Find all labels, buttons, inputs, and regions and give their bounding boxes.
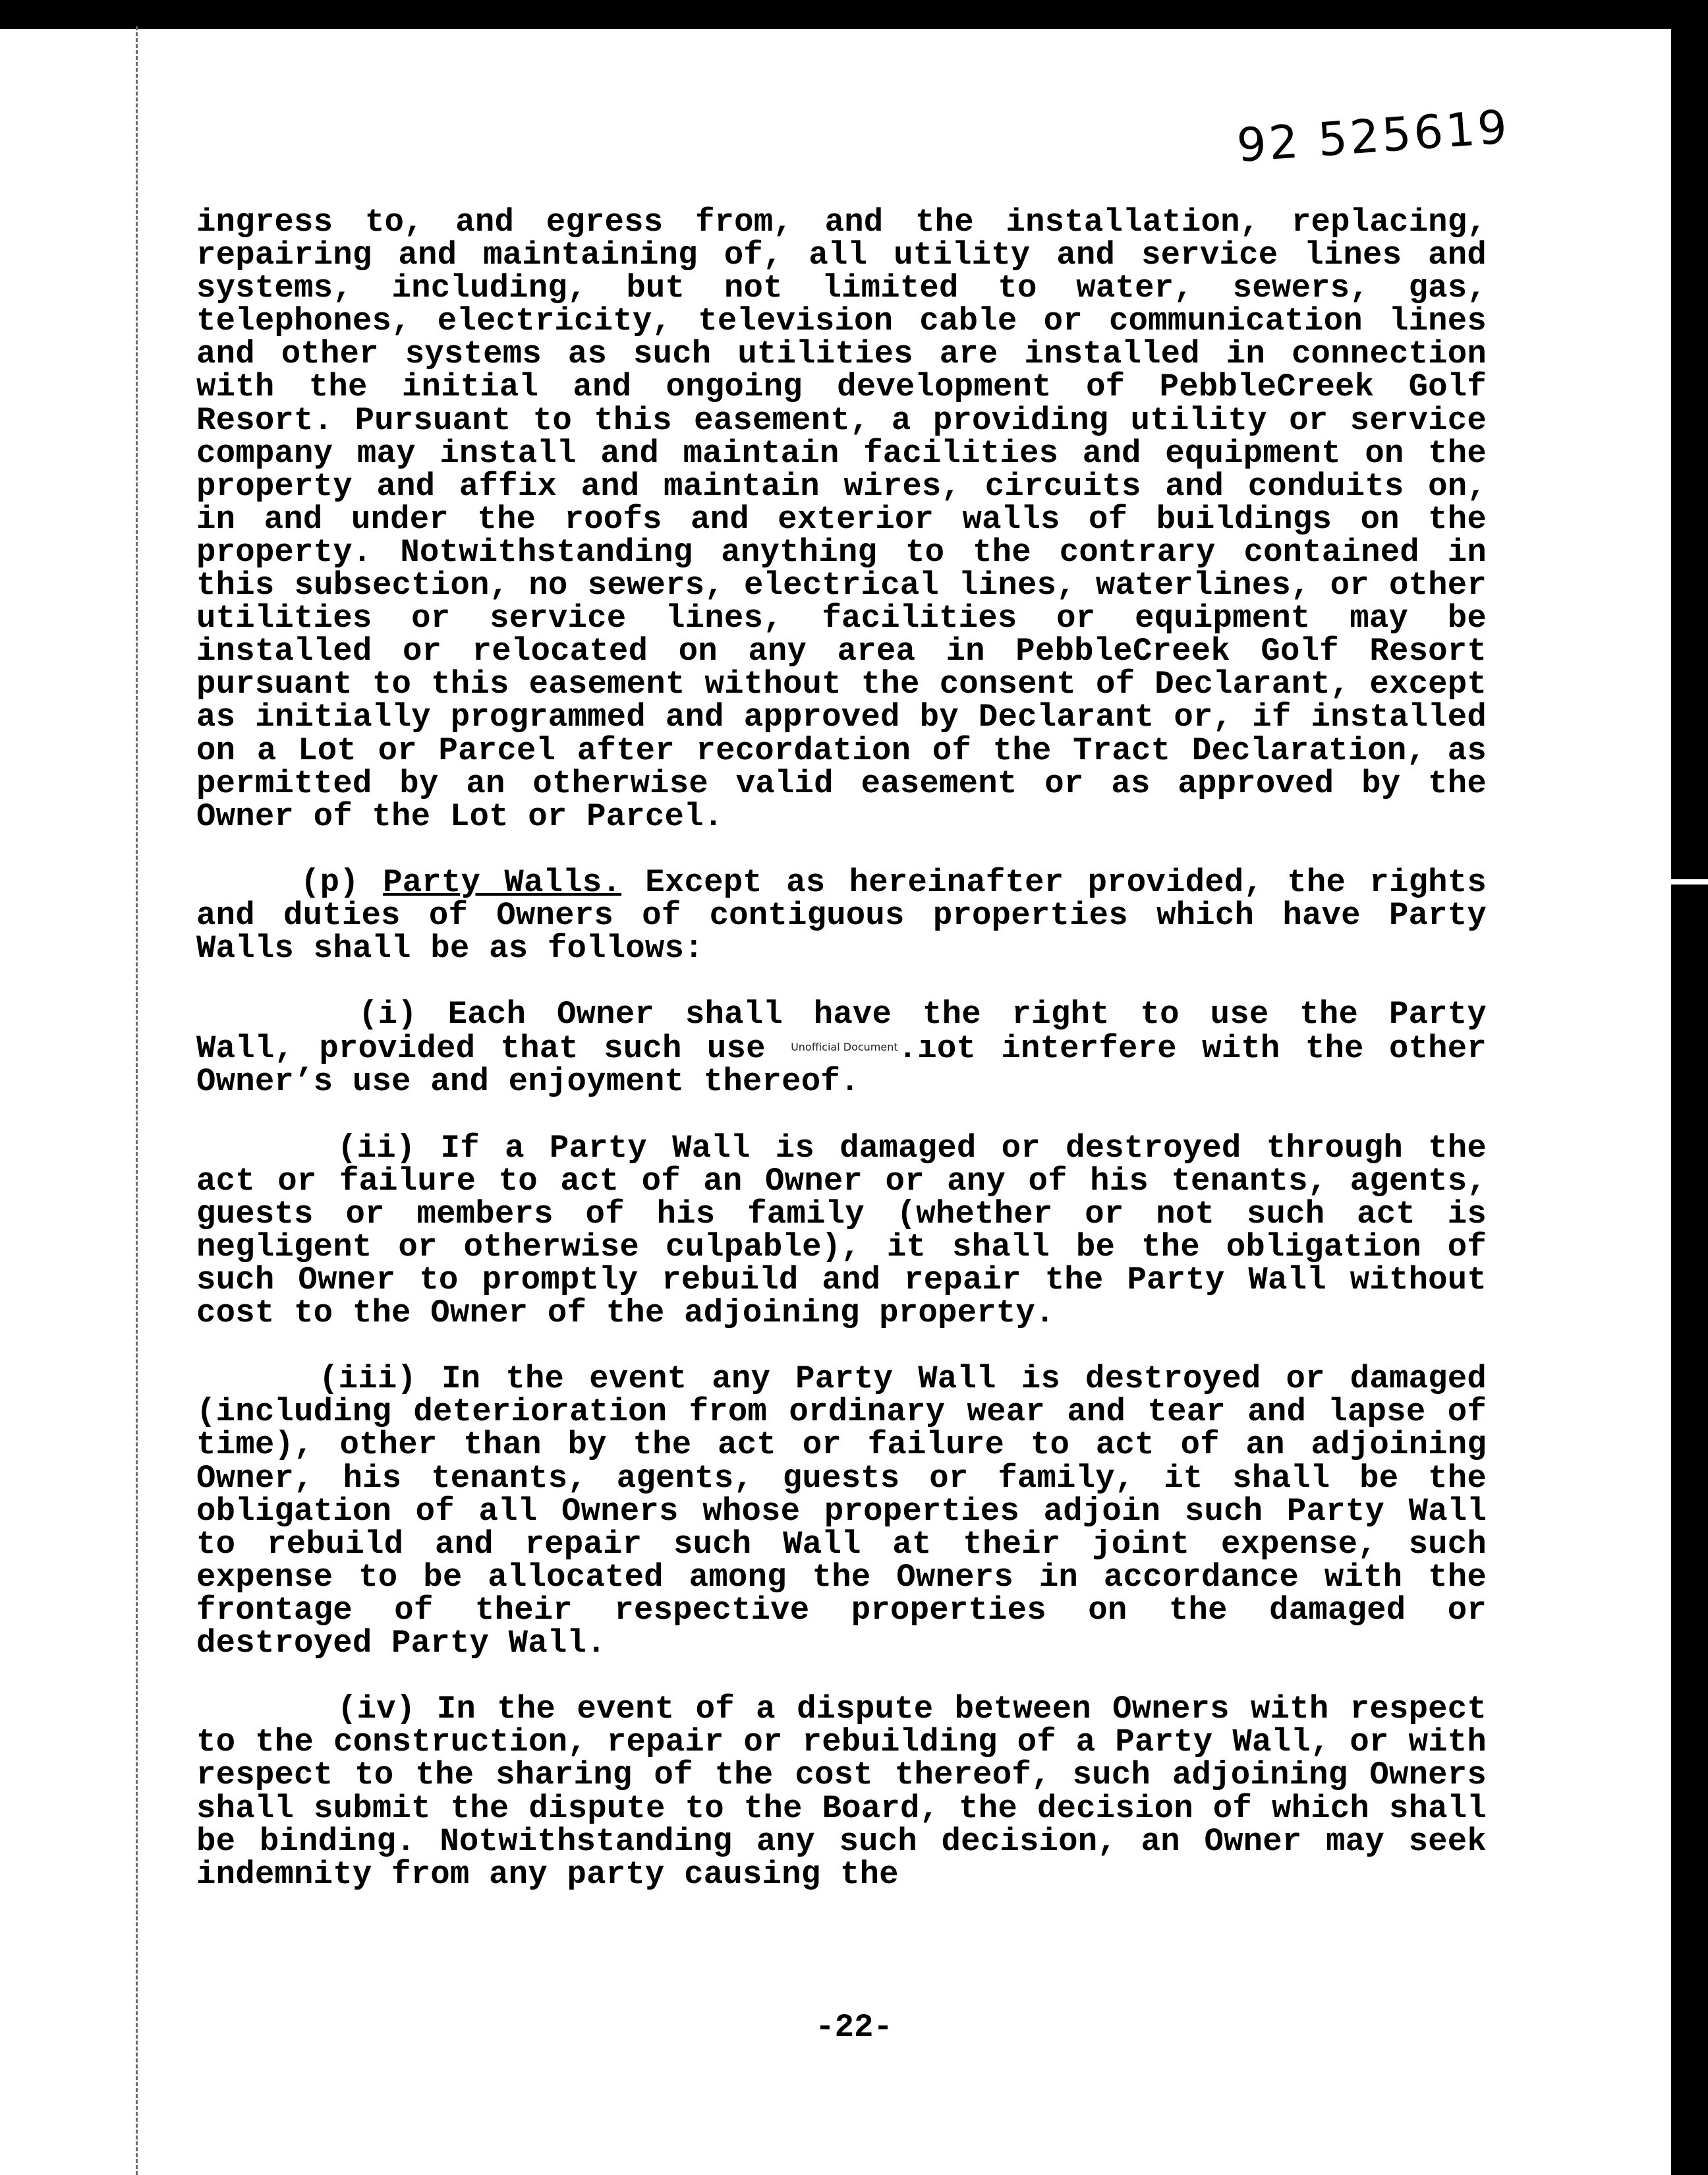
unofficial-document-stamp: Unofficial Document bbox=[791, 1041, 898, 1054]
scan-top-border bbox=[0, 0, 1708, 29]
page-number: -22- bbox=[815, 2009, 893, 2046]
scan-edge-mark bbox=[1671, 879, 1708, 884]
item-i-text-before: (i) Each Owner shall have the right to use the Party Wall, provided that such use bbox=[196, 996, 1487, 1068]
scan-left-edge-line bbox=[136, 26, 138, 2175]
paragraph-party-walls bbox=[196, 863, 1487, 968]
section-text: Except as hereinafter provided, the rights and duties of Owners of contiguous properties which have Party Walls shall be as follows: bbox=[196, 863, 1487, 968]
section-heading: Party Walls. bbox=[383, 863, 622, 901]
paragraph-item-i bbox=[196, 996, 1487, 1101]
paragraph-item-iv: (iv) In the event of a dispute between Owners with respect to the construction, repair or rebuilding of a Party Wall, or with respect to the sharing of the cost thereof, such adjoining Owners shall submit the dispute to the Board, the decision of which shall be binding. Notwithstanding any such decision, an Owner may seek indemnity from any party causing the bbox=[196, 1691, 1487, 1893]
paragraph-item-ii: (ii) If a Party Wall is damaged or destroyed through the act or failure to act of an Owner or any of his tenants, agents, guests or members of his family (whether or not such act is negligent or otherwise culpable), it shall be the obligation of such Owner to promptly rebuild and repair the Party Wall without cost to the Owner of the adjoining property. bbox=[196, 1129, 1487, 1332]
section-label: (p) bbox=[300, 863, 359, 901]
paragraph-utility-easement: ingress to, and egress from, and the installation, replacing, repairing and maintaining of, all utility and service lines and systems, including, but not limited to water, sewers, gas, telephones, electricity, television cable or communication lines and other systems as such utilities are installed in connection with the initial and ongoing development of PebbleCreek Golf Resort. Pursuant to this easement, a providing utility or service company may install and maintain facilities and equipment on the property and affix and maintain wires, circuits and conduits on, in and under the roofs and exterior walls of buildings on the property. Notwithstanding anything to the contrary contained in this subsection, no sewers, electrical lines, waterlines, or other utilities or service lines, facilities or equipment may be installed or relocated on any area in PebbleCreek Golf Resort pursuant to this easement without the consent of Declarant, except as initially programmed and approved by Declarant or, if installed on a Lot or Parcel after recordation of the Tract Declaration, as permitted by an otherwise valid easement or as approved by the Owner of the Lot or Parcel. bbox=[196, 204, 1487, 835]
scan-right-border bbox=[1671, 0, 1708, 2175]
document-body bbox=[196, 206, 1487, 1891]
recording-number: 92 525619 bbox=[1235, 100, 1512, 173]
item-i-text-after: .ıot interfere with the other Owner’s use and enjoyment thereof. bbox=[196, 1030, 1487, 1101]
paragraph-item-iii: (iii) In the event any Party Wall is destroyed or damaged (including deterioration from ordinary wear and tear and lapse of time), other than by the act or failure to act of an adjoining Owner, his tenants, agents, guests or family, it shall be the obligation of all Owners whose properties adjoin such Party Wall to rebuild and repair such Wall at their joint expense, such expense to be allocated among the Owners in accordance with the frontage of their respective properties on the damaged or destroyed Party Wall. bbox=[196, 1360, 1487, 1662]
